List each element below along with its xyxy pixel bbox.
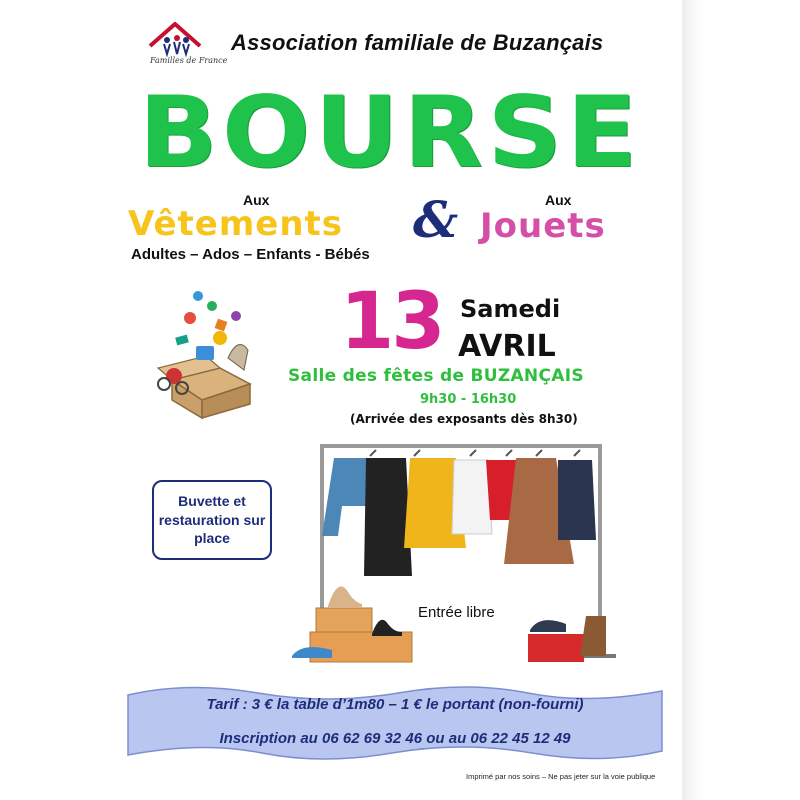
category-jouets: Jouets: [480, 206, 606, 246]
inscription-text: Inscription au 06 62 69 32 46 ou au 06 22 45 12 49: [219, 730, 571, 747]
buvette-box: [152, 480, 272, 560]
opening-hours: 9h30 - 16h30: [420, 392, 517, 407]
toy-box-illustration: [150, 288, 262, 420]
aux-label-left: Aux: [243, 192, 270, 208]
association-name: Association familiale de Buzançais: [231, 30, 604, 55]
logo-house-family-icon: [140, 18, 230, 78]
headline: BOURSE: [138, 76, 642, 190]
age-groups: Adultes – Ados – Enfants - Bébés: [131, 246, 370, 263]
category-vetements: Vêtements: [128, 204, 344, 244]
footer-note: Imprimé par nos soins – Ne pas jeter sur la voie publique: [466, 772, 656, 781]
venue: Salle des fêtes de BUZANÇAIS: [288, 366, 584, 386]
clothing-rack-illustration: [290, 438, 635, 670]
aux-label-right: Aux: [545, 192, 572, 208]
logo-text: Familles de France: [150, 56, 228, 65]
tarif-text: Tarif : 3 € la table d’1m80 – 1 € le portant (non-fourni): [206, 696, 584, 713]
page-edge-shadow: [682, 0, 800, 800]
entry-free: Entrée libre: [418, 604, 495, 621]
date-day-number: 13: [340, 277, 443, 367]
date-month: AVRIL: [458, 329, 556, 364]
exhibitor-arrival: (Arrivée des exposants dès 8h30): [350, 412, 578, 426]
buvette-text: Buvette et restauration sur place: [158, 492, 266, 547]
ampersand: &: [413, 190, 459, 249]
date-weekday: Samedi: [460, 295, 561, 323]
